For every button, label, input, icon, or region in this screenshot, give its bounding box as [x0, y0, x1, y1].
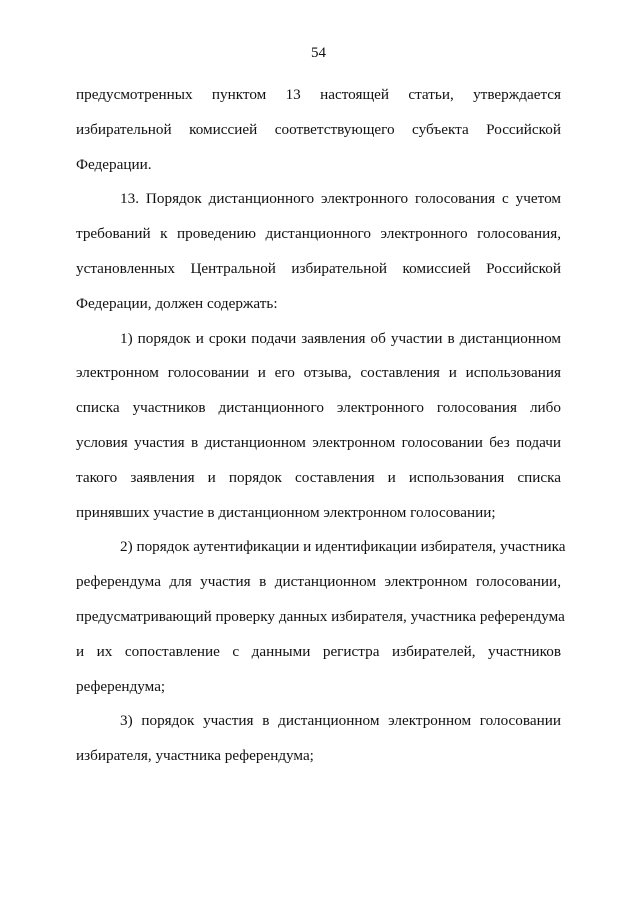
- text-line: избирателя, участника референдума;: [76, 747, 314, 765]
- page-number: 54: [311, 45, 326, 61]
- text-line: Федерации.: [76, 155, 152, 173]
- text-line: и их сопоставление с данными регистра избирателей, участников: [76, 642, 561, 660]
- text-line: референдума;: [76, 677, 166, 695]
- text-line: такого заявления и порядок составления и использования списка: [76, 468, 561, 486]
- paragraph-subitem-1: [76, 322, 561, 531]
- text-line: установленных Центральной избирательной комиссией Российской: [76, 259, 561, 277]
- text-line: 1) порядок и сроки подачи заявления об участии в дистанционном: [120, 329, 561, 347]
- paragraph-subitem-2: [76, 530, 566, 704]
- text-line: электронном голосовании и его отзыва, составления и использования: [76, 364, 561, 382]
- text-line: референдума для участия в дистанционном электронном голосовании,: [76, 573, 561, 591]
- text-line: предусматривающий проверку данных избирателя, участника референдума: [76, 607, 565, 625]
- paragraph-item-13: [76, 182, 561, 321]
- text-line: 3) порядок участия в дистанционном электронном голосовании: [120, 712, 561, 730]
- paragraph-intro: [76, 78, 561, 182]
- text-line: списка участников дистанционного электронного голосования либо: [76, 399, 561, 417]
- text-line: предусмотренных пунктом 13 настоящей статьи, утверждается: [76, 86, 561, 103]
- paragraph-subitem-3: [76, 704, 561, 774]
- text-line: Федерации, должен содержать:: [76, 294, 278, 312]
- text-line: требований к проведению дистанционного электронного голосования,: [76, 225, 561, 243]
- text-line: избирательной комиссией соответствующего субъекта Российской: [76, 120, 561, 138]
- text-line: принявших участие в дистанционном электронном голосовании;: [76, 503, 496, 521]
- text-line: условия участия в дистанционном электронном голосовании без подачи: [76, 433, 561, 451]
- text-line: 2) порядок аутентификации и идентификации избирателя, участника: [120, 538, 566, 556]
- text-line: 13. Порядок дистанционного электронного голосования с учетом: [120, 190, 561, 208]
